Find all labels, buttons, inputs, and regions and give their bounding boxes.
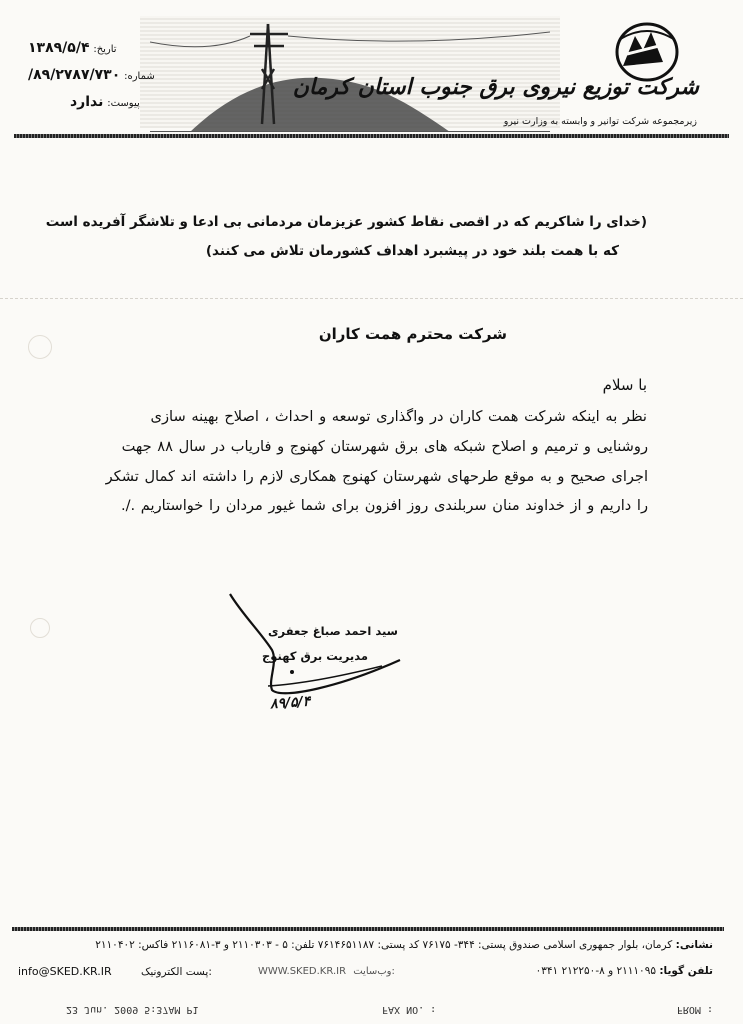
phone-text: ۲۱۱۱۰۹۵ و ۸-۲۱۲۲۵۰ ۰۳۴۱ <box>535 965 656 977</box>
date-label: تاریخ: <box>93 44 117 55</box>
body-line-2: روشنایی و ترمیم و اصلاح شبکه های برق شهرستان کهنوج و فاریاب در سال ۸۸ جهت <box>121 438 648 455</box>
website-line <box>258 966 395 977</box>
signer-title: مدیریت برق کهنوج <box>262 649 368 663</box>
number-label: شماره: <box>124 71 155 82</box>
header-divider <box>14 134 729 138</box>
number-value: ۸۹/۲۷۸۷/۷۳۰/ <box>28 67 121 83</box>
fax-from: FROM : <box>676 1004 713 1015</box>
greeting: با سلام <box>602 376 647 394</box>
phone-label: تلفن گویا: <box>659 965 713 977</box>
email-text: info@SKED.KR.IR <box>18 965 112 978</box>
fax-timestamp: 23 Jun. 2009 5:37AM P1 <box>66 1004 199 1015</box>
email-label: پست الکترونیک: <box>140 966 212 978</box>
phone-line <box>536 965 713 977</box>
scan-smudge <box>28 335 52 359</box>
body-line-1: نظر به اینکه شرکت همت کاران در واگذاری توسعه و احداث ، اصلاح بهینه سازی <box>150 408 647 425</box>
motto-line-2: که با همت بلند خود در پیشبرد اهداف کشورمان تلاش می کنند) <box>205 243 619 259</box>
company-name: شرکت توزیع نیروی برق جنوب استان کرمان <box>292 74 699 100</box>
email-line <box>18 965 212 978</box>
body-line-3: اجرای صحیح و به موقع طرحهای شهرستان کهنوج همکاری لازم را داشته اند کمال تشکر <box>105 468 648 485</box>
recipient-heading: شرکت محترم همت کاران <box>318 325 507 343</box>
motto-line-1: (خدای را شاکریم که در اقصی نقاط کشور عزیزمان مردمانی بی ادعا و تلاشگر آفریده است <box>45 214 647 230</box>
website-text: WWW.SKED.KR.IR <box>258 966 347 977</box>
body-line-4: را داریم و از خداوند منان سربلندی روز افزون برای شما غیور مردان را خواستاریم ./. <box>120 497 648 514</box>
attachment-row <box>70 94 142 110</box>
number-row <box>28 67 157 83</box>
scan-smudge <box>30 618 50 638</box>
fax-number: FAX NO. : <box>382 1004 437 1015</box>
company-subtitle: زیرمجموعه شرکت توانیر و وابسته به وزارت نیرو <box>503 116 697 127</box>
address-text: کرمان، بلوار جمهوری اسلامی صندوق پستی: ۳۴۴- ۷۶۱۷۵ کد پستی: ۷۶۱۴۶۵۱۱۸۷ تلفن: ۵ - ۲۱۱۰۳۰۳ و ۳-۲۱۱۶۰۸۱ فاکس: ۲۱۱۰۴۰۲ <box>95 939 673 951</box>
date-value: ۱۳۸۹/۵/۴ <box>28 40 90 56</box>
date-row <box>28 40 119 56</box>
address-line <box>95 939 713 951</box>
signature-date: ۸۹/۵/۴ <box>269 693 311 713</box>
attachment-value: ندارد <box>70 94 104 110</box>
scan-artifact-line <box>0 298 743 300</box>
attachment-label: پیوست: <box>107 98 140 109</box>
footer-divider <box>12 927 724 931</box>
website-label: وب‌سایت: <box>353 966 395 977</box>
signer-name: سید احمد صباغ جعفری <box>268 624 398 638</box>
header-illustration <box>150 14 550 132</box>
address-label: نشانی: <box>675 939 713 951</box>
